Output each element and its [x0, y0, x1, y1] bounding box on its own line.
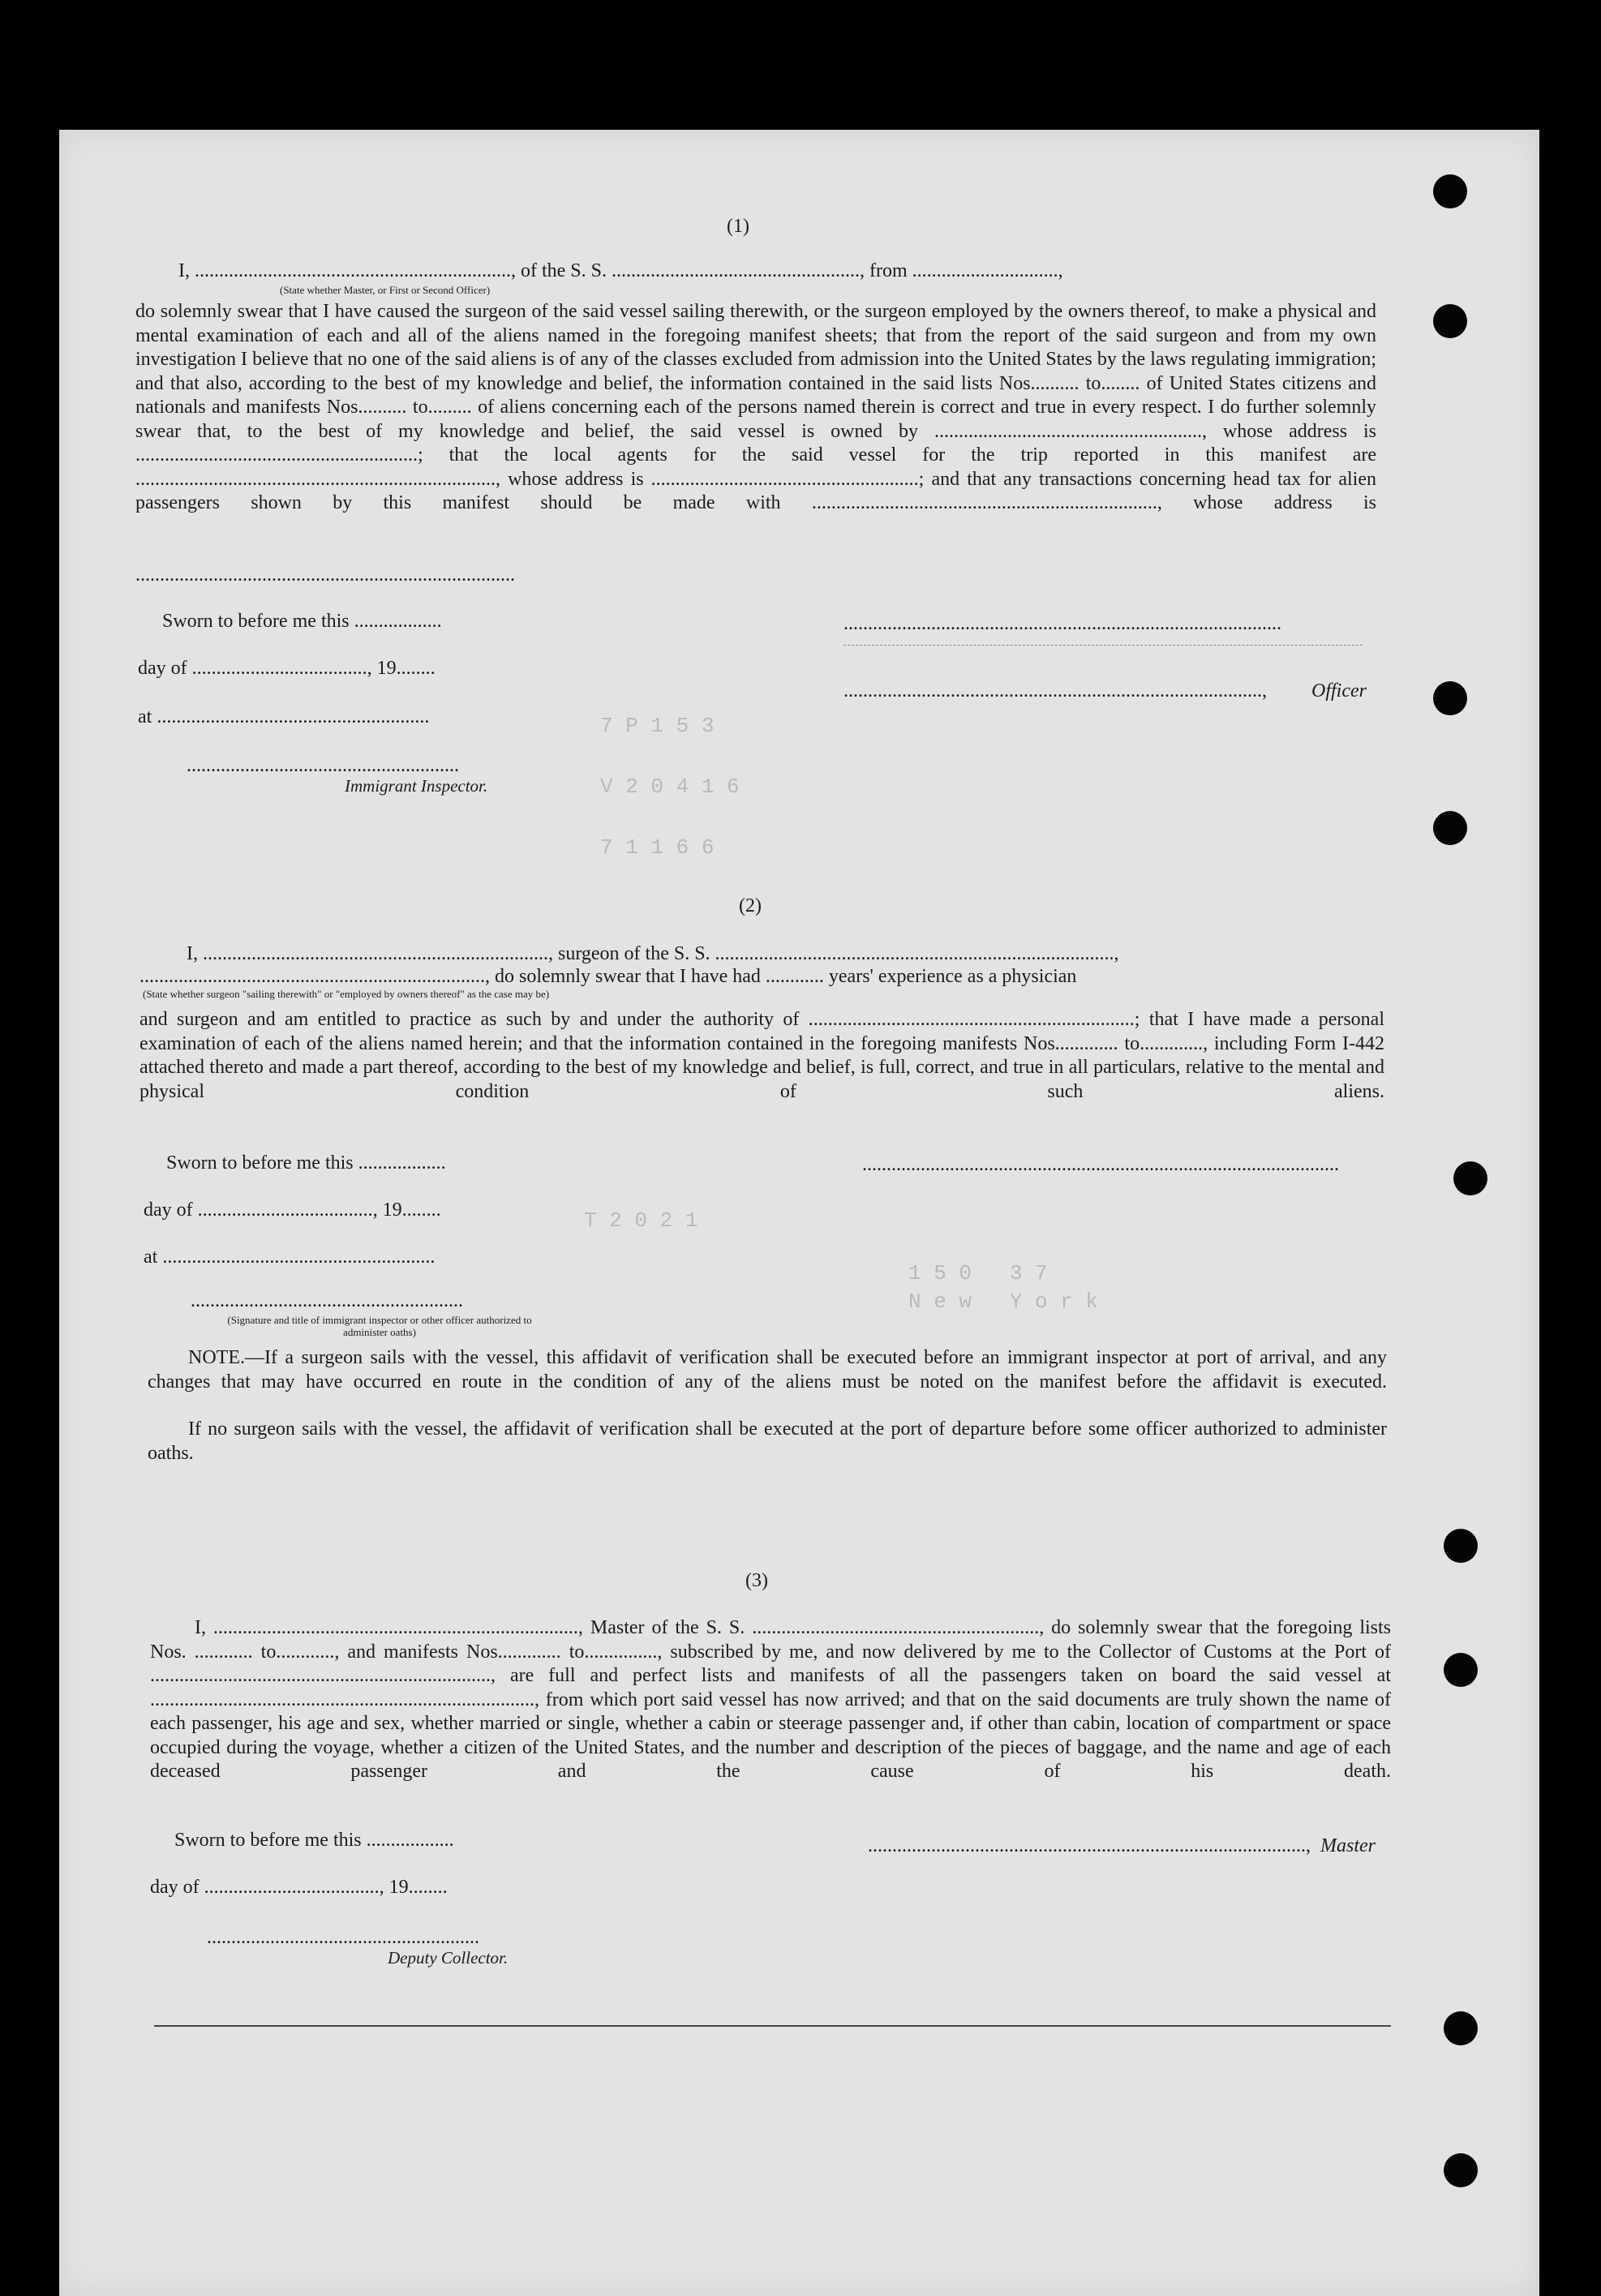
- bleed-through: 1 5 0 3 7: [908, 1261, 1048, 1285]
- punch-hole: [1444, 2011, 1478, 2045]
- punch-hole: [1444, 1529, 1478, 1563]
- section-1-first-line: I, ................................................................., of the S. S. ..................................................., from ..............................,: [178, 260, 1063, 281]
- section-2-signature-line: ........................................................: [191, 1290, 463, 1311]
- section-1-right-blank: ..........................................................................................: [843, 613, 1281, 634]
- section-1-officer-title: Officer: [1311, 680, 1367, 702]
- section-2-at: at ........................................................: [144, 1247, 436, 1268]
- section-2-second-line: ......................................................................., do solemnly swear that I have had ............ years' experience as a physician: [139, 966, 1077, 987]
- section-1-first-line-caption: (State whether Master, or First or Second Officer): [280, 284, 491, 296]
- bleed-through: N e w Y o r k: [908, 1290, 1099, 1314]
- note-text: —If a surgeon sails with the vessel, this affidavit of verification shall be executed before an immigrant inspector at port of arrival, and any changes that may have occurred en route in the condition of any of the aliens must be noted on the manifest before the affidavit is executed.: [148, 1347, 1387, 1393]
- section-3-collector-title: Deputy Collector.: [388, 1948, 509, 1968]
- section-3-paragraph: I, ..........................................................................., Master of the S. S. ..........................................................., do solemnly swear that the foregoing lists Nos. ............ to............, and manifests Nos............. to..............., subscribed by me, and now delivered by me to the Collector of Customs at the Port of ......................................................................, are full and perfect lists and manifests of all the passengers taken on board the said vessel at ..............................................................................., from which port said vessel has now arrived; and that on the said documents are truly shown the name of each passenger, his age and sex, whether married or single, whether a cabin or steerage passenger and, if other than cabin, location of compartment or space occupied during the voyage, whether a citizen of the United States, and the number and description of the pieces of baggage, and the name and age of each deceased passenger and the cause of his death.: [150, 1617, 1391, 1782]
- punch-hole: [1453, 1161, 1487, 1195]
- section-3-day: day of ...................................., 19........: [150, 1877, 448, 1898]
- section-2-sworn: Sworn to before me this ..................: [166, 1152, 446, 1174]
- section-3-master-title: Master: [1320, 1835, 1376, 1856]
- section-1-sworn: Sworn to before me this ..................: [162, 611, 442, 632]
- section-2-note: [148, 1346, 1387, 1394]
- section-1-paragraph-tail: ..............................................................................: [135, 564, 515, 586]
- section-1-paragraph: do solemnly swear that I have caused the surgeon of the said vessel sailing therewith, or the surgeon employed by the owners thereof, to make a physical and mental examination of each and all of the aliens named in the foregoing manifest sheets; that from the report of the said surgeon and from my own investigation I believe that no one of the said aliens is of any of the classes excluded from admission into the United States by the laws regulating immigration; and that also, according to the best of my knowledge and belief, the information contained in the said lists Nos.......... to........ of United States citizens and nationals and manifests Nos.......... to......... of aliens concerning each of the persons named therein is correct and true in every respect. I do further solemnly swear that, to the best of my knowledge and belief, the said vessel is owned by ......................................................., whose address is ..........................................................; that the local agents for the said vessel for the trip reported in this manifest are .........................................................................., whose address is .......................................................; and that any transactions concerning head tax for alien passengers shown by this manifest should be made with ......................................................................., whose address is: [135, 301, 1376, 513]
- section-1-at: at ........................................................: [138, 706, 430, 727]
- punch-hole: [1433, 811, 1467, 845]
- punch-hole: [1433, 304, 1467, 338]
- section-3-number: (3): [745, 1570, 768, 1591]
- bleed-through: 7 1 1 6 6: [600, 835, 715, 860]
- punch-hole: [1433, 681, 1467, 715]
- section-1-signature-line: ........................................................: [187, 755, 459, 776]
- section-2-first-line: I, ......................................................................., surgeon of the S. S. ..................................................................................,: [187, 943, 1119, 964]
- section-2-note-continued: If no surgeon sails with the vessel, the affidavit of verification shall be executed at the port of departure before some officer authorized to administer oaths.: [148, 1418, 1387, 1464]
- bleed-through: T 2 0 2 1: [584, 1208, 698, 1233]
- punch-hole: [1444, 2153, 1478, 2187]
- section-1-number: (1): [727, 216, 749, 237]
- punch-hole: [1444, 1653, 1478, 1687]
- note-label: NOTE.: [188, 1347, 245, 1368]
- section-1-officer-line: ......................................................................................,: [843, 680, 1267, 702]
- bleed-through: V 2 0 4 1 6: [600, 775, 740, 799]
- divider: [843, 645, 1363, 646]
- section-1-inspector-title: Immigrant Inspector.: [345, 776, 488, 796]
- section-2-second-line-caption: (State whether surgeon "sailing therewith" or "employed by owners thereof" as the case may be): [143, 988, 550, 1000]
- section-3-signature-line: ........................................................: [207, 1927, 479, 1948]
- section-1-day: day of ...................................., 19........: [138, 658, 436, 679]
- section-2-number: (2): [739, 895, 762, 916]
- section-2-paragraph: and surgeon and am entitled to practice as such by and under the authority of ...................................................................; that I have made a personal examination of each of the aliens named herein; and that the information contained in the foregoing manifests Nos............. to............., including Form I-442 attached thereto and made a part thereof, according to the best of my knowledge and belief, is full, correct, and true in all particulars, relative to the mental and physical condition of such aliens.: [139, 1009, 1384, 1102]
- bleed-through: 7 P 1 5 3: [600, 714, 715, 738]
- section-3-sworn: Sworn to before me this ..................: [174, 1830, 454, 1851]
- section-3-master-line: ..........................................................................................,: [868, 1835, 1311, 1856]
- punch-hole: [1433, 174, 1467, 208]
- section-2-right-blank: ..................................................................................................: [862, 1154, 1339, 1175]
- section-2-day: day of ...................................., 19........: [144, 1199, 441, 1221]
- bottom-rule: [154, 2025, 1391, 2027]
- section-2-signature-caption: (Signature and title of immigrant inspector or other officer authorized to administer oaths): [227, 1314, 532, 1338]
